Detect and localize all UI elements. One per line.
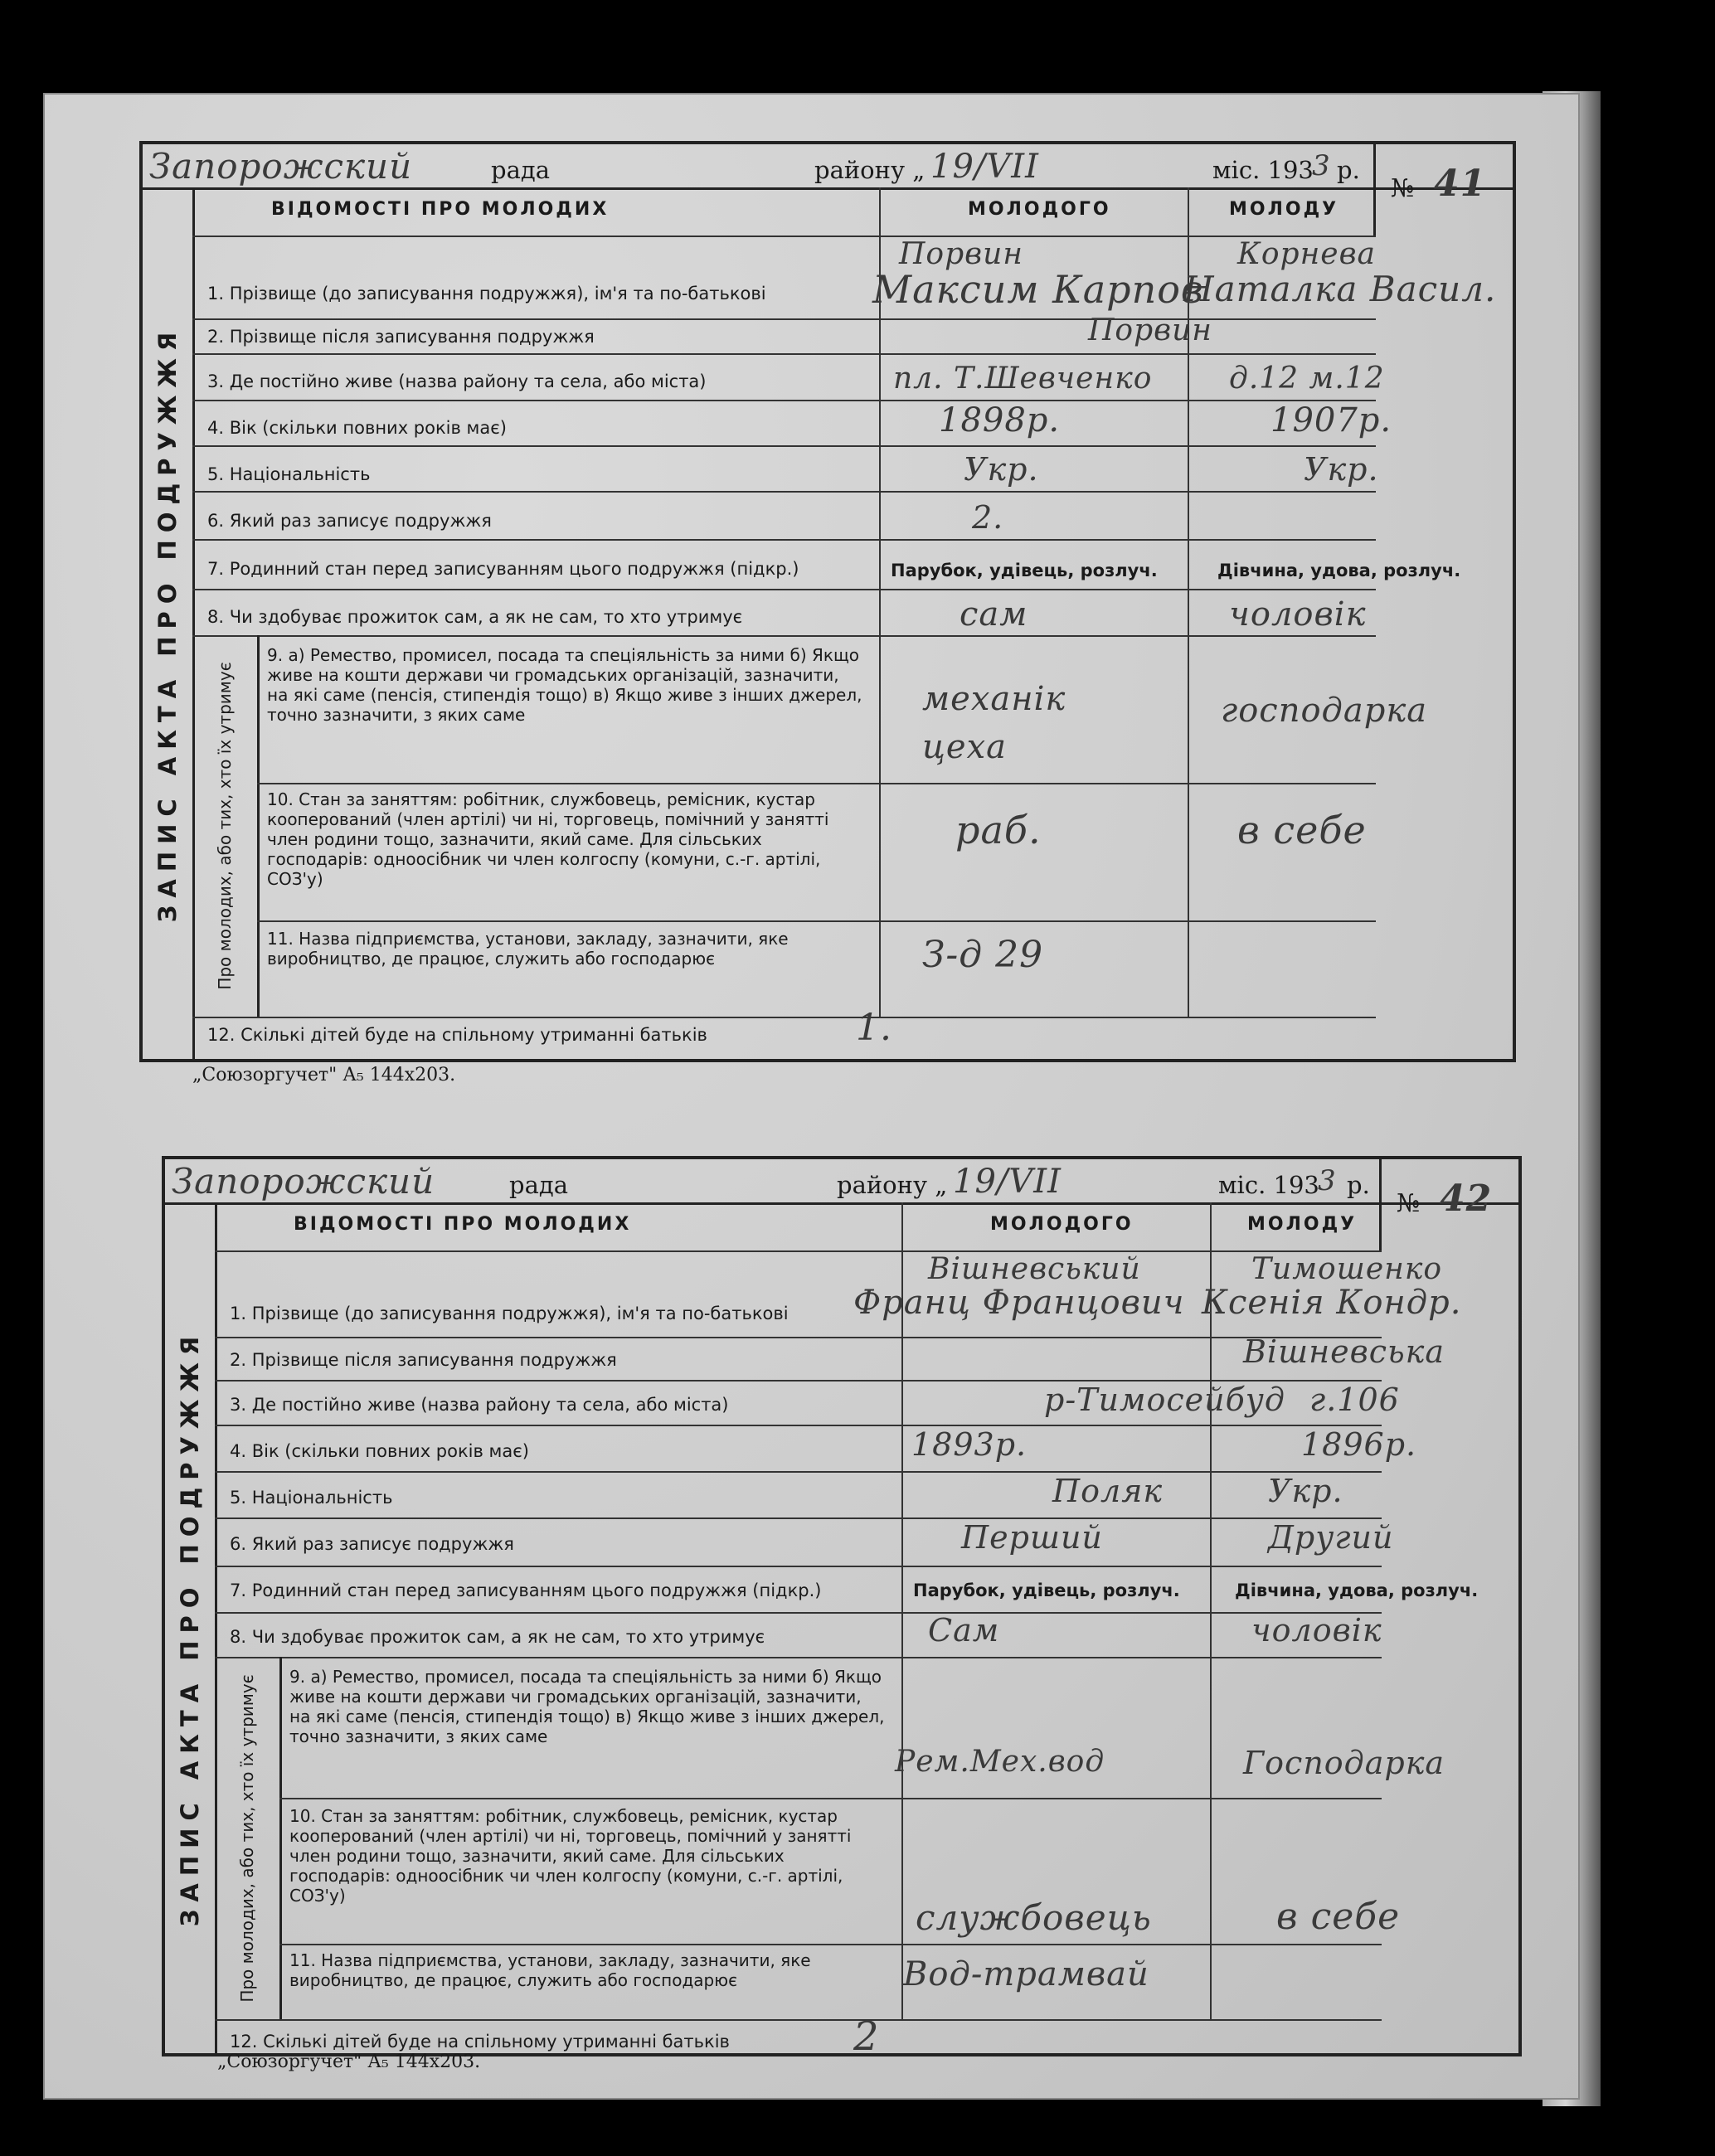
question-2: 2. Прізвище після записування подружжя <box>207 327 595 347</box>
rule <box>192 445 1376 447</box>
question-7: 7. Родинний стан перед записуванням цього подружжя (підкр.) <box>230 1581 822 1600</box>
question-6: 6. Який раз записує подружжя <box>230 1534 514 1554</box>
rule <box>192 236 1376 237</box>
question-3: 3. Де постійно живе (назва району та села, або міста) <box>230 1395 729 1415</box>
groom-occupation-hw: механік цеха <box>922 680 1066 766</box>
rule <box>279 1944 1382 1945</box>
rule <box>257 920 1376 922</box>
number-handwritten: 41 <box>1434 163 1487 205</box>
question-7: 7. Родинний стан перед записуванням цього подружжя (підкр.) <box>207 559 799 579</box>
question-8: 8. Чи здобуває прожиток сам, а як не сам, то хто утримує <box>230 1627 765 1647</box>
bride-address-hw: г.106 <box>1309 1381 1400 1418</box>
section-title: ВІДОМОСТІ ПРО МОЛОДИХ <box>271 199 610 220</box>
rada-label: рада <box>491 156 550 184</box>
groom-status-hw: службовець <box>916 1897 1152 1938</box>
groom-column-header: МОЛОДОГО <box>968 199 1111 220</box>
council-handwritten: Запорожский <box>149 146 413 187</box>
rule <box>192 491 1376 493</box>
bride-marriage-count-hw: Другий <box>1268 1519 1394 1556</box>
rule <box>215 2019 1382 2021</box>
groom-status-hw: раб. <box>955 808 1042 852</box>
form-header <box>165 1159 1518 1205</box>
groom-column-header: МОЛОДОГО <box>990 1214 1134 1235</box>
bride-column-header: МОЛОДУ <box>1229 199 1339 220</box>
question-5: 5. Національність <box>207 464 371 484</box>
bride-occupation-hw: господарка <box>1221 692 1428 730</box>
groom-surname-hw: Вішневський <box>928 1252 1141 1286</box>
groom-occupation-hw: Рем.Мех.вод <box>895 1745 1105 1779</box>
groom-age-hw: 1893р. <box>911 1426 1028 1463</box>
question-12: 12. Скількі дітей буде на спільному утриманні батьків <box>230 2032 730 2052</box>
month-label: міс. 193 <box>1212 156 1314 184</box>
sub-label-column <box>192 635 260 1017</box>
side-label-column <box>165 1202 217 2053</box>
side-label: ЗАПИС АКТА ПРО ПОДРУЖЖЯ <box>176 1328 204 1927</box>
rule <box>215 1517 1382 1519</box>
bride-age-hw: 1896р. <box>1301 1426 1417 1463</box>
month-label: міс. 193 <box>1218 1171 1319 1199</box>
bride-name-hw: Наталка Васил. <box>1183 269 1497 309</box>
bride-name-hw: Ксенія Кондр. <box>1202 1284 1462 1322</box>
year-suffix: р. <box>1347 1171 1370 1199</box>
groom-marriage-count-hw: Перший <box>961 1519 1103 1556</box>
rule <box>192 353 1376 355</box>
groom-surname-hw: Порвин <box>899 237 1023 271</box>
groom-livelihood-hw: Сам <box>928 1612 1000 1649</box>
question-3: 3. Де постійно живе (назва району та села, або міста) <box>207 371 707 391</box>
bride-nationality-hw: Укр. <box>1304 451 1379 488</box>
groom-age-hw: 1898р. <box>939 401 1061 439</box>
form-header <box>143 144 1513 190</box>
question-2: 2. Прізвище після записування подружжя <box>230 1350 617 1370</box>
bride-new-surname-hw: Порвин <box>1088 313 1212 347</box>
number-handwritten: 42 <box>1440 1178 1493 1220</box>
bride-column-header: МОЛОДУ <box>1247 1214 1358 1235</box>
date-handwritten: 19/VII <box>953 1163 1062 1201</box>
rule <box>901 1202 903 2019</box>
bride-surname-hw: Корнева <box>1237 237 1377 271</box>
rada-label: рада <box>509 1171 568 1199</box>
rule <box>215 1471 1382 1473</box>
question-8: 8. Чи здобуває прожиток сам, а як не сам, то хто утримує <box>207 607 743 627</box>
bride-marital-options: Дівчина, удова, розлуч. <box>1217 561 1461 580</box>
rule <box>1210 1202 1212 2019</box>
question-12: 12. Скількі дітей буде на спільному утриманні батьків <box>207 1025 707 1045</box>
rule <box>879 187 881 1017</box>
rule <box>215 1250 1382 1252</box>
groom-workplace-hw: З-д 29 <box>922 934 1044 976</box>
side-label-column <box>143 187 195 1059</box>
bride-livelihood-hw: чоловік <box>1251 1612 1382 1649</box>
council-handwritten: Запорожский <box>172 1161 435 1202</box>
bride-marital-options: Дівчина, удова, розлуч. <box>1235 1581 1479 1600</box>
rule <box>192 1017 1376 1018</box>
groom-marital-options: Парубок, удівець, розлуч. <box>913 1581 1180 1600</box>
question-4: 4. Вік (скільки повних років має) <box>230 1441 529 1461</box>
rule <box>192 589 1376 590</box>
question-9: 9. а) Ремество, промисел, посада та спеціяльність за ними б) Якщо живе на кошти держави чи громадських організацій, зазначити, на які саме (пенсія, стипендія тощо) в) Якщо живе з інших джерел, точно зазначити, з яких саме <box>267 645 862 725</box>
bride-occupation-hw: Господарка <box>1243 1745 1445 1781</box>
rayon-label: району „ <box>814 156 926 184</box>
number-box <box>1373 144 1513 236</box>
groom-workplace-hw: Вод-трамвай <box>903 1955 1149 1993</box>
number-label: № <box>1391 174 1415 203</box>
rule <box>215 1566 1382 1567</box>
groom-name-hw: Франц Францович <box>853 1284 1185 1322</box>
question-11: 11. Назва підприємства, установи, закладу, зазначити, яке виробництво, де працює, служить або господарює <box>267 929 789 969</box>
sub-label: Про молодих, або тих, хто їх утримує <box>237 1673 257 2003</box>
bride-address-hw: д.12 м.12 <box>1229 362 1385 396</box>
bride-livelihood-hw: чоловік <box>1229 595 1367 634</box>
rule <box>215 1657 1382 1658</box>
groom-marital-options: Парубок, удівець, розлуч. <box>891 561 1158 580</box>
rule <box>215 1425 1382 1426</box>
question-11: 11. Назва підприємства, установи, закладу, зазначити, яке виробництво, де працює, служить або господарює <box>289 1950 811 1990</box>
question-1: 1. Прізвище (до записування подружжя), ім'я та по-батькові <box>207 284 766 303</box>
groom-address-hw: р-Тимосейбуд <box>1044 1381 1285 1418</box>
question-4: 4. Вік (скільки повних років має) <box>207 418 507 438</box>
sub-label: Про молодих, або тих, хто їх утримує <box>215 662 235 990</box>
rule <box>215 1337 1382 1338</box>
date-handwritten: 19/VII <box>930 148 1039 186</box>
marriage-form-1 <box>139 141 1516 1062</box>
form-1-footer: „Союзоргучет" А₅ 144х203. <box>192 1065 456 1085</box>
sub-label-column <box>215 1657 282 2019</box>
question-6: 6. Який раз записує подружжя <box>207 511 492 531</box>
section-title: ВІДОМОСТІ ПРО МОЛОДИХ <box>294 1214 632 1235</box>
rule <box>279 1798 1382 1799</box>
groom-address-hw: пл. Т.Шевченко <box>893 362 1153 396</box>
bride-new-surname-hw: Вішневська <box>1243 1333 1445 1370</box>
rule <box>215 1612 1382 1614</box>
bride-surname-hw: Тимошенко <box>1251 1252 1443 1286</box>
groom-name-hw: Максим Карпов <box>872 267 1204 312</box>
marriage-form-2 <box>162 1156 1522 2060</box>
rayon-label: району „ <box>837 1171 948 1199</box>
bride-age-hw: 1907р. <box>1270 401 1392 439</box>
rule <box>1188 187 1189 1017</box>
rule <box>257 783 1376 784</box>
question-1: 1. Прізвище (до записування подружжя), ім'я та по-батькові <box>230 1304 789 1323</box>
question-9: 9. а) Ремество, промисел, посада та спеціяльність за ними б) Якщо живе на кошти держави чи громадських організацій, зазначити, на які саме (пенсія, стипендія тощо) в) Якщо живе з інших джерел, точно зазначити, з яких саме <box>289 1667 885 1746</box>
form-2-footer: „Союзоргучет" А₅ 144х203. <box>217 2052 481 2072</box>
groom-nationality-hw: Укр. <box>964 451 1039 488</box>
year-digit-handwritten: 3 <box>1312 149 1331 182</box>
question-10: 10. Стан за заняттям: робітник, службовець, ремісник, кустар кооперований (член артілі) чи ні, торговець, помічний у занятті член родини тощо, зазначити, який саме. Для сільських господарів: одноосібник чи член колгоспу (комуни, с.-г. артілі, СОЗ'у) <box>267 789 829 889</box>
rule <box>192 400 1376 401</box>
bride-status-hw: в себе <box>1276 1896 1401 1938</box>
groom-livelihood-hw: сам <box>960 595 1028 634</box>
question-10: 10. Стан за заняттям: робітник, службовець, ремісник, кустар кооперований (член артілі) чи ні, торговець, помічний у занятті член родини тощо, зазначити, який саме. Для сільських господарів: одноосібник чи член колгоспу (комуни, с.-г. артілі, СОЗ'у) <box>289 1806 852 1906</box>
question-5: 5. Національність <box>230 1488 393 1508</box>
bride-status-hw: в себе <box>1237 808 1367 852</box>
rule <box>192 635 1376 637</box>
rule <box>192 539 1376 541</box>
bride-nationality-hw: Укр. <box>1268 1473 1343 1509</box>
groom-nationality-hw: Поляк <box>1052 1473 1164 1509</box>
year-digit-handwritten: 3 <box>1318 1164 1337 1197</box>
number-box <box>1379 1159 1518 1250</box>
groom-marriage-count-hw: 2. <box>972 499 1004 536</box>
side-label: ЗАПИС АКТА ПРО ПОДРУЖЖЯ <box>153 324 182 922</box>
number-label: № <box>1397 1189 1421 1218</box>
children-count-hw: 2 <box>853 2013 880 2060</box>
year-suffix: р. <box>1337 156 1360 184</box>
children-count-hw: 1. <box>856 1007 892 1049</box>
